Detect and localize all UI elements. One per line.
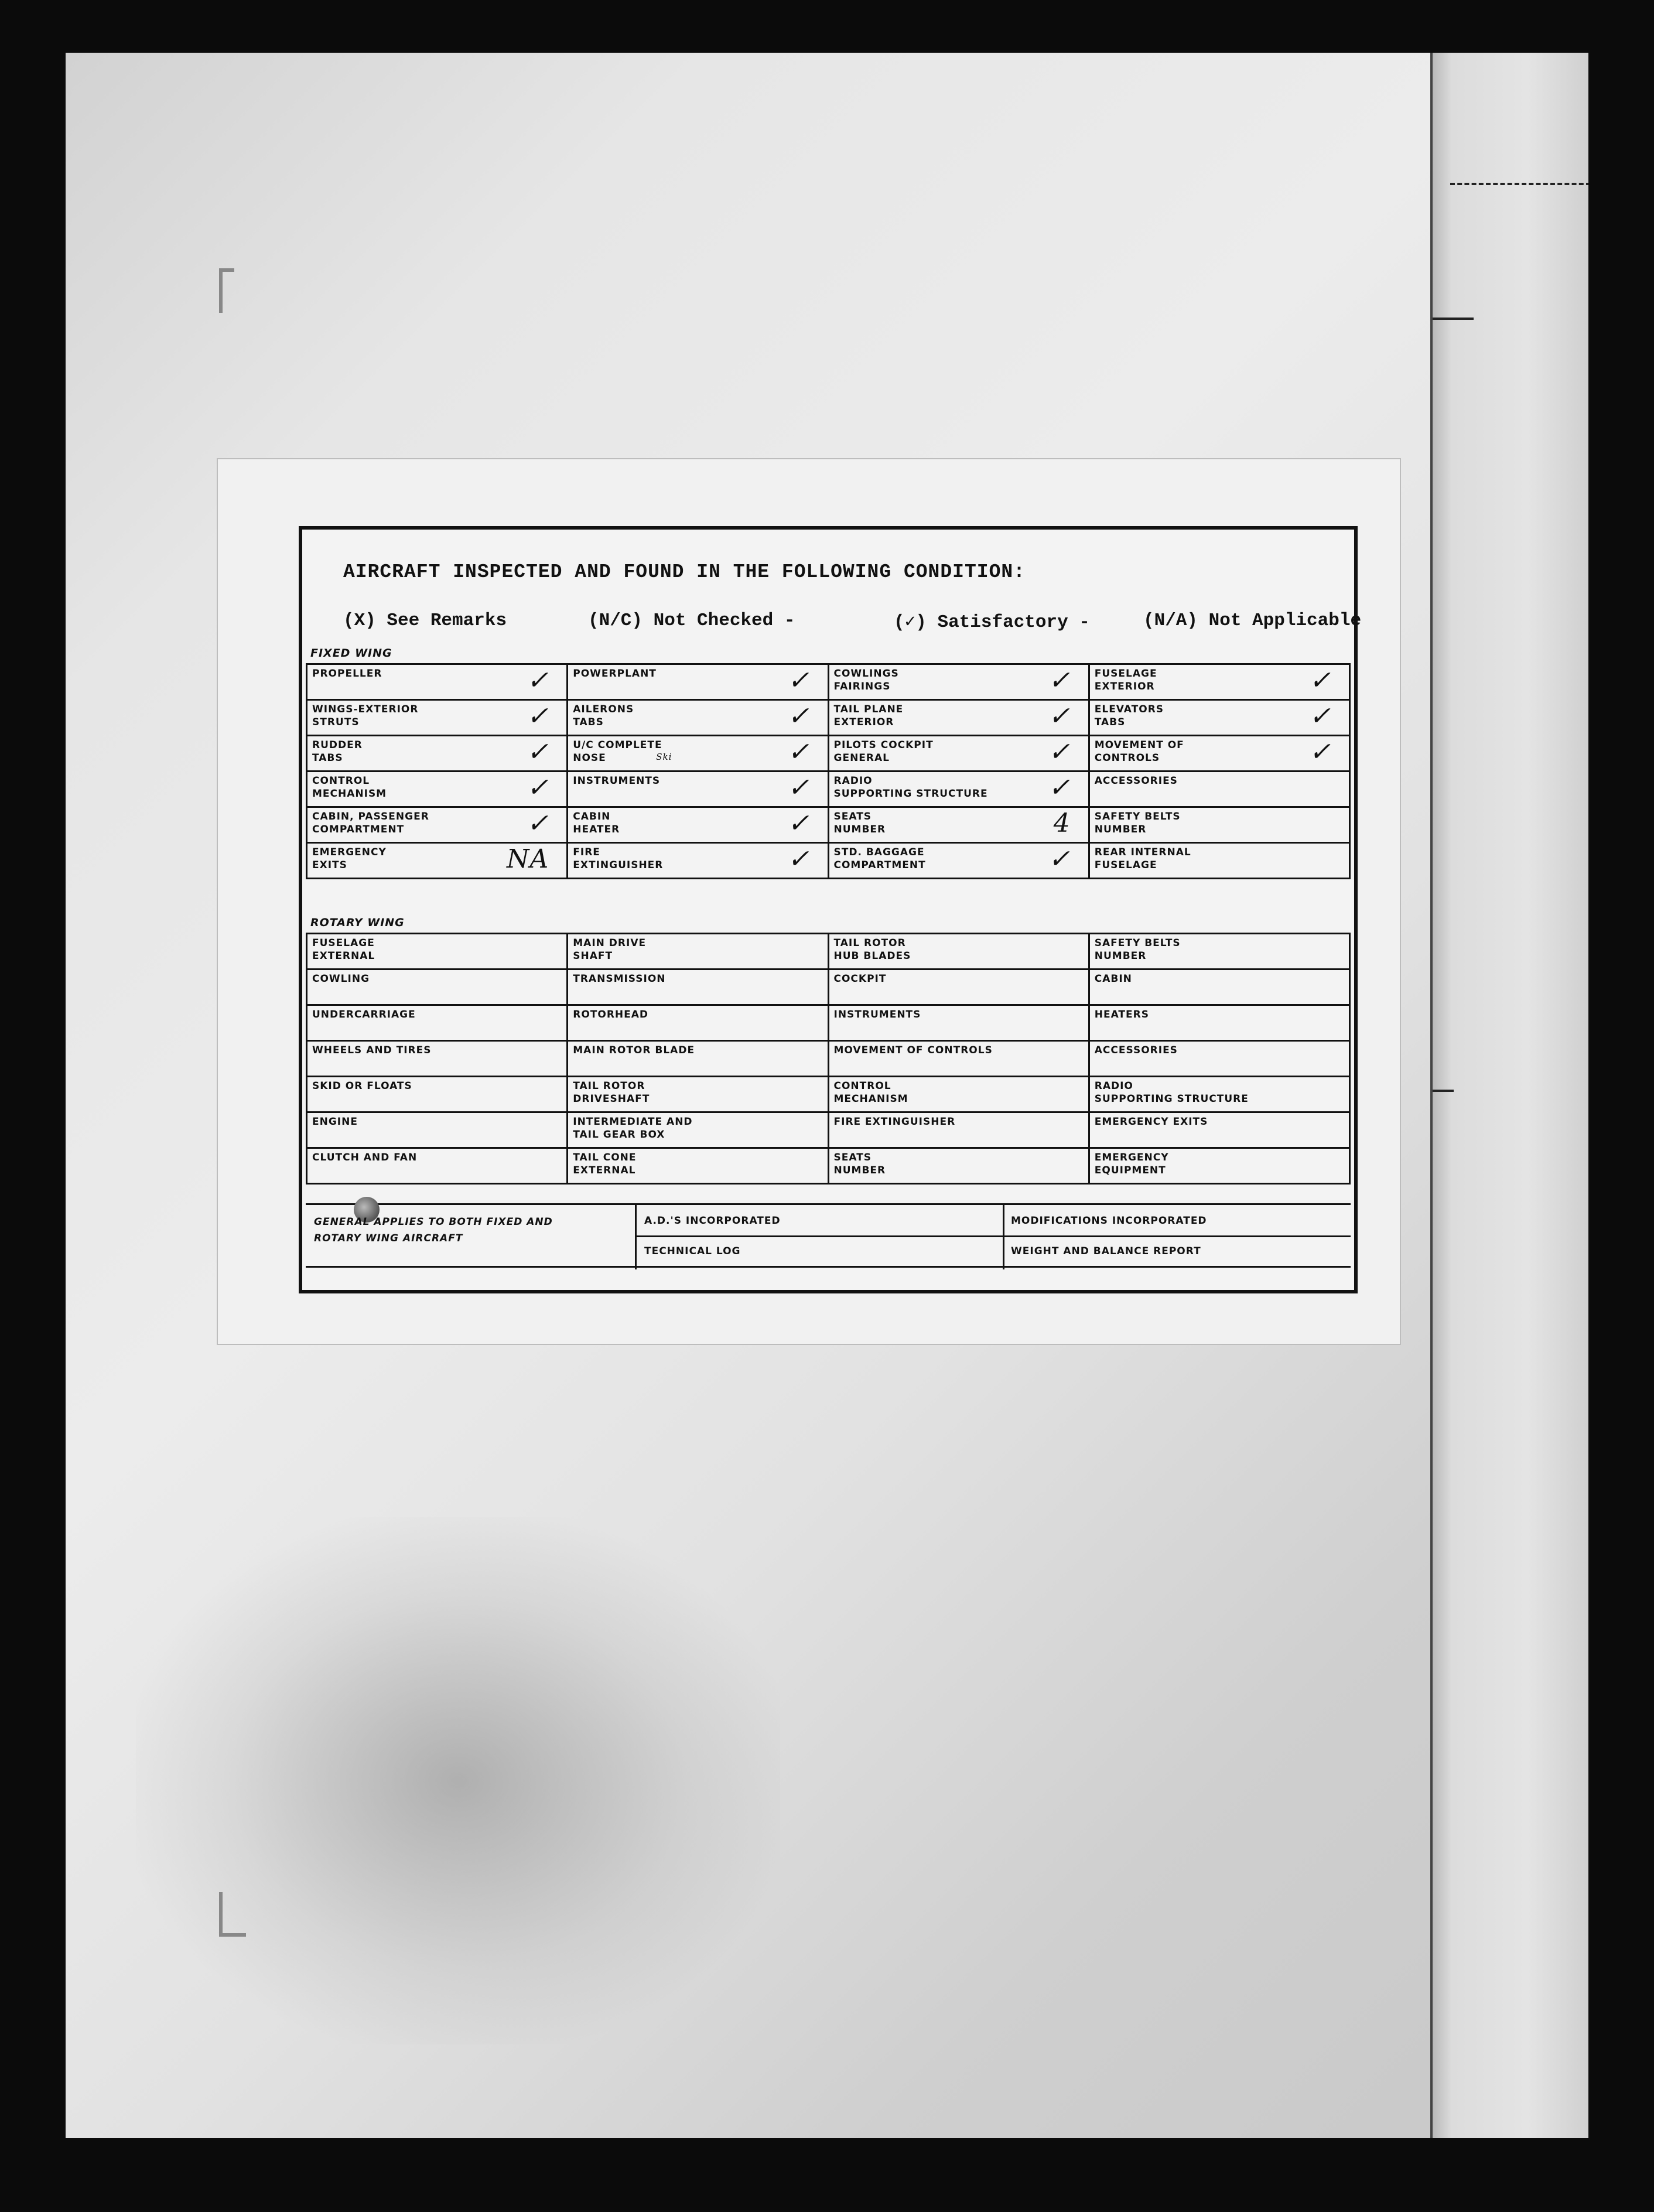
- item-label: RUDDER TABS: [312, 739, 363, 764]
- rotary-wing-row: [307, 934, 1350, 970]
- fixed-wing-cell: [828, 664, 1089, 700]
- rotary-wing-cell: INTERMEDIATE AND TAIL GEAR BOX: [568, 1112, 828, 1148]
- fixed-wing-row: [307, 843, 1350, 879]
- condition-mark: ✓: [1309, 701, 1331, 731]
- condition-mark: ✓: [527, 665, 549, 695]
- divider: [1003, 1205, 1004, 1269]
- fixed-wing-row: [307, 772, 1350, 807]
- rotary-wing-cell: CONTROL MECHANISM: [828, 1077, 1089, 1112]
- rotary-wing-row: [307, 1005, 1350, 1041]
- item-label: CABIN, PASSENGER COMPARTMENT: [312, 811, 429, 835]
- weight-and-balance-report: WEIGHT AND BALANCE REPORT: [1011, 1245, 1201, 1257]
- strip-dash-line: [1450, 183, 1588, 185]
- legend-see-remarks: (X) See Remarks: [343, 610, 507, 631]
- fixed-wing-cell: [568, 700, 828, 736]
- divider: [635, 1205, 637, 1269]
- rotary-wing-cell: RADIO SUPPORTING STRUCTURE: [1089, 1077, 1349, 1112]
- inspection-card: [218, 459, 1400, 1344]
- fixed-wing-cell: [828, 700, 1089, 736]
- condition-mark: ✓: [787, 773, 810, 803]
- fixed-wing-cell: [1089, 807, 1349, 843]
- fixed-wing-cell: [568, 843, 828, 879]
- rotary-wing-row: [307, 1148, 1350, 1184]
- divider: [635, 1235, 1351, 1237]
- item-label: WINGS-EXTERIOR STRUTS: [312, 704, 419, 728]
- condition-mark: ✓: [527, 808, 549, 838]
- fixed-wing-row: [307, 700, 1350, 736]
- item-label: MOVEMENT OF CONTROLS: [1094, 739, 1184, 764]
- technical-log: TECHNICAL LOG: [644, 1245, 741, 1257]
- item-label: RADIO SUPPORTING STRUCTURE: [833, 775, 988, 800]
- fixed-wing-cell: [307, 700, 568, 736]
- condition-mark: ✓: [787, 701, 810, 731]
- fixed-wing-cell: [568, 736, 828, 772]
- condition-mark: ✓: [787, 665, 810, 695]
- item-label: CONTROL MECHANISM: [312, 775, 387, 800]
- item-label: POWERPLANT: [573, 668, 657, 680]
- rotary-wing-cell: ROTORHEAD: [568, 1005, 828, 1041]
- condition-mark: ✓: [1048, 665, 1071, 695]
- rotary-wing-cell: TAIL CONE EXTERNAL: [568, 1148, 828, 1184]
- rotary-wing-cell: FIRE EXTINGUISHER: [828, 1112, 1089, 1148]
- item-label: REAR INTERNAL FUSELAGE: [1094, 846, 1191, 871]
- item-label: CABIN HEATER: [573, 811, 620, 835]
- condition-mark: ✓: [1048, 844, 1071, 874]
- item-label: FUSELAGE EXTERIOR: [1094, 668, 1157, 692]
- fixed-wing-title: FIXED WING: [310, 647, 392, 660]
- item-label: EMERGENCY EXITS: [312, 846, 387, 871]
- condition-mark: ✓: [787, 808, 810, 838]
- condition-mark: ✓: [787, 844, 810, 874]
- fixed-wing-cell: [568, 807, 828, 843]
- condition-mark: ✓: [527, 701, 549, 731]
- condition-mark: ✓: [527, 773, 549, 803]
- rotary-wing-cell: TAIL ROTOR DRIVESHAFT: [568, 1077, 828, 1112]
- fixed-wing-cell: [307, 843, 568, 879]
- form-heading: AIRCRAFT INSPECTED AND FOUND IN THE FOLLOWING CONDITION:: [343, 561, 1026, 583]
- condition-mark: NA: [506, 844, 549, 874]
- handwritten-note: Ski: [656, 752, 672, 762]
- rotary-wing-cell: COWLING: [307, 970, 568, 1005]
- fixed-wing-row: [307, 807, 1350, 843]
- rotary-wing-cell: TAIL ROTOR HUB BLADES: [828, 934, 1089, 970]
- item-label: ELEVATORS TABS: [1094, 704, 1164, 728]
- rotary-wing-cell: INSTRUMENTS: [828, 1005, 1089, 1041]
- fixed-wing-table: [306, 663, 1351, 879]
- rotary-wing-row: [307, 970, 1350, 1005]
- rotary-wing-cell: EMERGENCY EQUIPMENT: [1089, 1148, 1349, 1184]
- film-edge-strip: [1430, 53, 1588, 2138]
- general-label-2: ROTARY WING AIRCRAFT: [314, 1233, 463, 1244]
- item-label: AILERONS TABS: [573, 704, 634, 728]
- rotary-wing-cell: ACCESSORIES: [1089, 1041, 1349, 1077]
- item-label: PROPELLER: [312, 668, 382, 680]
- condition-mark: ✓: [1048, 701, 1071, 731]
- condition-mark: ✓: [1309, 737, 1331, 767]
- rotary-wing-cell: ENGINE: [307, 1112, 568, 1148]
- item-label: COWLINGS FAIRINGS: [833, 668, 899, 692]
- legend-not-applicable: (N/A) Not Applicable: [1143, 610, 1362, 631]
- rotary-wing-cell: SKID OR FLOATS: [307, 1077, 568, 1112]
- condition-mark: ✓: [1309, 665, 1331, 695]
- smudge: [136, 1517, 780, 2044]
- modifications-incorporated: MODIFICATIONS INCORPORATED: [1011, 1215, 1207, 1227]
- fixed-wing-row: [307, 664, 1350, 700]
- condition-mark: ✓: [1048, 773, 1071, 803]
- crop-mark-top-left: [219, 268, 234, 313]
- item-label: PILOTS COCKPIT GENERAL: [833, 739, 934, 764]
- divider: [306, 1266, 1351, 1268]
- fixed-wing-cell: [307, 664, 568, 700]
- rotary-wing-cell: CLUTCH AND FAN: [307, 1148, 568, 1184]
- item-label: INSTRUMENTS: [573, 775, 661, 787]
- fixed-wing-cell: [828, 843, 1089, 879]
- item-label: SEATS NUMBER: [833, 811, 886, 835]
- strip-tick: [1433, 318, 1474, 320]
- item-label: SAFETY BELTS NUMBER: [1094, 811, 1181, 835]
- rotary-wing-title: ROTARY WING: [310, 916, 405, 929]
- fixed-wing-cell: [828, 772, 1089, 807]
- fixed-wing-cell: [1089, 736, 1349, 772]
- item-label: ACCESSORIES: [1094, 775, 1178, 787]
- condition-mark: 4: [1053, 808, 1071, 838]
- item-label: TAIL PLANE EXTERIOR: [833, 704, 904, 728]
- fixed-wing-cell: [307, 772, 568, 807]
- inspection-form: [299, 526, 1362, 1293]
- legend-satisfactory: (✓) Satisfactory -: [894, 612, 1090, 633]
- legend-not-checked: (N/C) Not Checked -: [588, 610, 795, 631]
- general-section: [306, 1203, 1351, 1269]
- fixed-wing-cell: [1089, 700, 1349, 736]
- rotary-wing-cell: SEATS NUMBER: [828, 1148, 1089, 1184]
- item-label: FIRE EXTINGUISHER: [573, 846, 664, 871]
- rotary-wing-cell: MAIN DRIVE SHAFT: [568, 934, 828, 970]
- rotary-wing-cell: MAIN ROTOR BLADE: [568, 1041, 828, 1077]
- rotary-wing-row: [307, 1041, 1350, 1077]
- fixed-wing-cell: [828, 807, 1089, 843]
- condition-mark: ✓: [1048, 737, 1071, 767]
- rotary-wing-table: [306, 933, 1351, 1184]
- rotary-wing-cell: FUSELAGE EXTERNAL: [307, 934, 568, 970]
- rotary-wing-cell: SAFETY BELTS NUMBER: [1089, 934, 1349, 970]
- rotary-wing-cell: COCKPIT: [828, 970, 1089, 1005]
- ads-incorporated: A.D.'S INCORPORATED: [644, 1215, 781, 1227]
- fixed-wing-cell: [307, 807, 568, 843]
- rotary-wing-cell: HEATERS: [1089, 1005, 1349, 1041]
- item-label: U/C COMPLETE NOSE: [573, 739, 662, 764]
- item-label: STD. BAGGAGE COMPARTMENT: [833, 846, 926, 871]
- crop-mark-bottom-left: [219, 1892, 246, 1937]
- rotary-wing-cell: WHEELS AND TIRES: [307, 1041, 568, 1077]
- fixed-wing-cell: [568, 664, 828, 700]
- fixed-wing-cell: [307, 736, 568, 772]
- rotary-wing-row: [307, 1112, 1350, 1148]
- fixed-wing-cell: [1089, 772, 1349, 807]
- rotary-wing-cell: MOVEMENT OF CONTROLS: [828, 1041, 1089, 1077]
- condition-mark: ✓: [527, 737, 549, 767]
- rotary-wing-cell: TRANSMISSION: [568, 970, 828, 1005]
- fixed-wing-cell: [1089, 664, 1349, 700]
- rotary-wing-cell: CABIN: [1089, 970, 1349, 1005]
- fixed-wing-cell: [828, 736, 1089, 772]
- fixed-wing-row: [307, 736, 1350, 772]
- strip-tick: [1433, 1090, 1454, 1092]
- rotary-wing-cell: EMERGENCY EXITS: [1089, 1112, 1349, 1148]
- fixed-wing-cell: [1089, 843, 1349, 879]
- rotary-wing-row: [307, 1077, 1350, 1112]
- condition-mark: ✓: [787, 737, 810, 767]
- fixed-wing-cell: [568, 772, 828, 807]
- general-label: GENERAL APPLIES TO BOTH FIXED AND: [314, 1216, 553, 1228]
- rotary-wing-cell: UNDERCARRIAGE: [307, 1005, 568, 1041]
